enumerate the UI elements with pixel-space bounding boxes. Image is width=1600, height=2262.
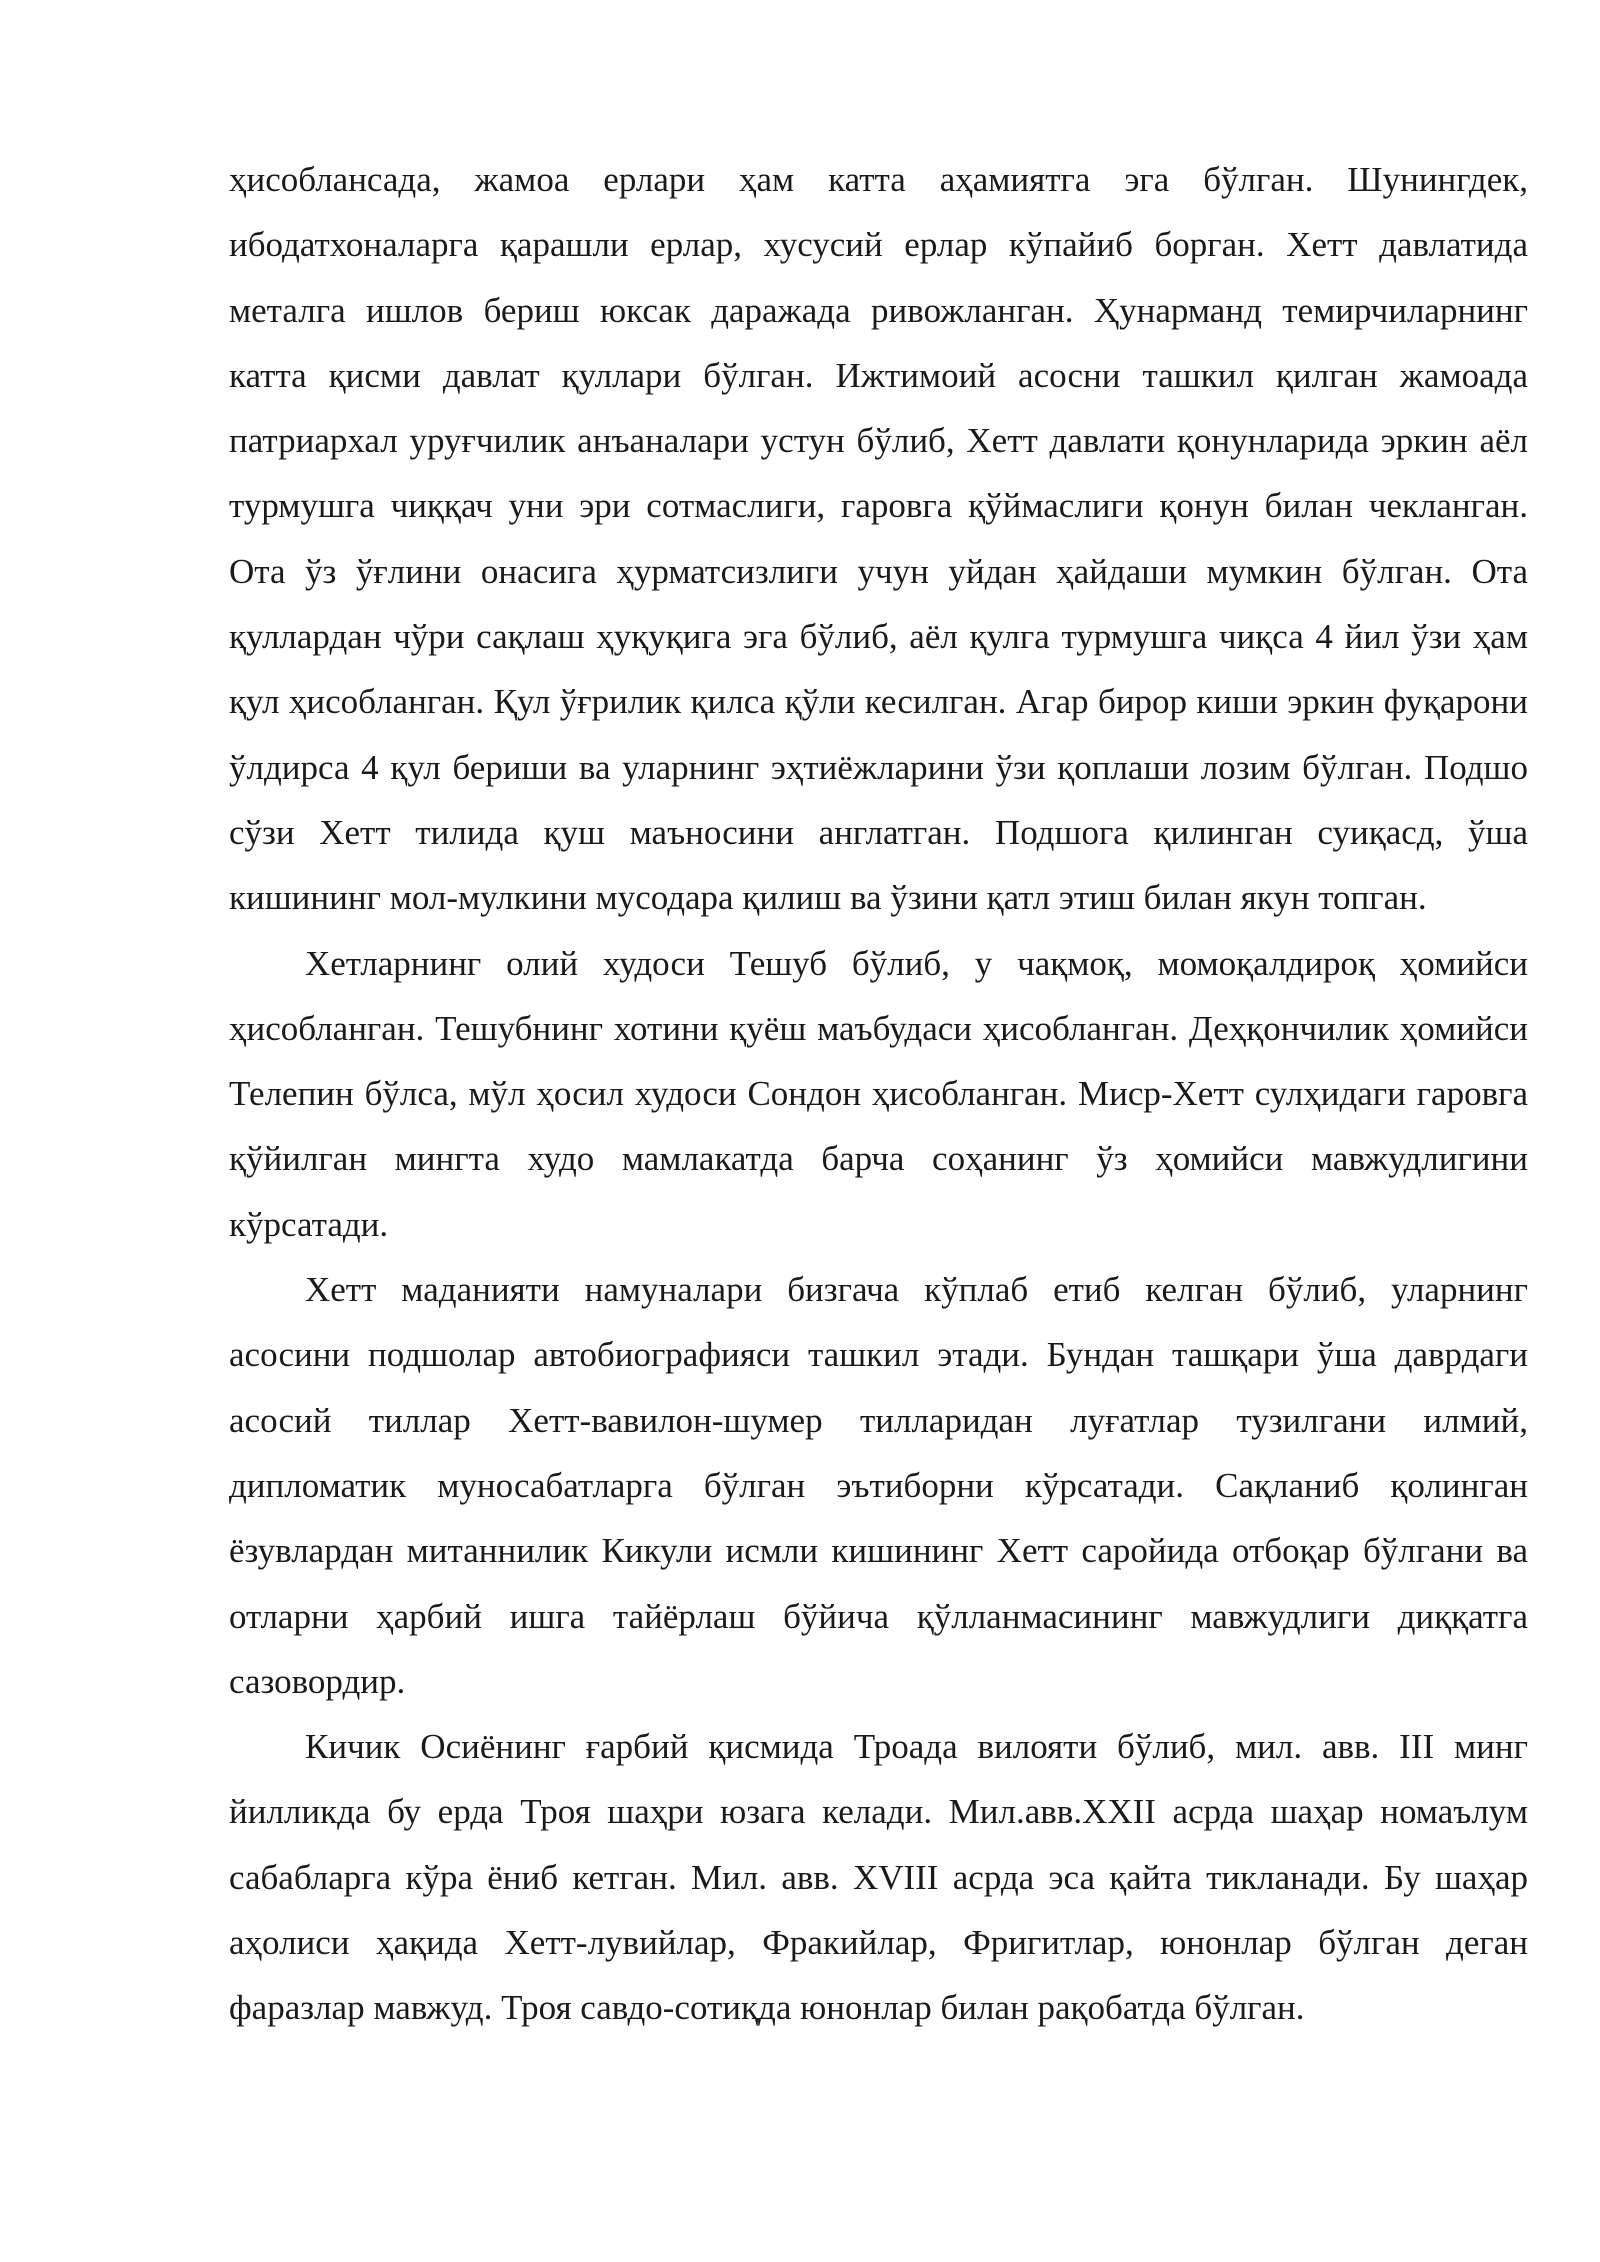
paragraph-1: ҳисоблансада, жамоа ерлари ҳам катта аҳамиятга эга бўлган. Шунингдек, ибодатхоналарга қарашли ерлар, хусусий ерлар кўпайиб борган. Хетт давлатида металга ишлов бериш юксак даражада ривожланган. Ҳунарманд темирчиларнинг катта қисми давлат қуллари бўлган. Ижтимоий асосни ташкил қилган жамоада патриархал уруғчилик анъаналари устун бўлиб, Хетт давлати қонунларида эркин аёл турмушга чиққач уни эри сотмаслиги, гаровга қўймаслиги қонун билан чекланган. Ота ўз ўғлини онасига ҳурматсизлиги учун уйдан ҳайдаши мумкин бўлган. Ота қуллардан чўри сақлаш ҳуқуқига эга бўлиб, аёл қулга турмушга чиқса 4 йил ўзи ҳам қул ҳисобланган. Қул ўғрилик қилса қўли кесилган. Агар бирор киши эркин фуқарони ўлдирса 4 қул бериши ва уларнинг эҳтиёжларини ўзи қоплаши лозим бўлган. Подшо сўзи Хетт тилида қуш маъносини англатган. Подшога қилинган суиқасд, ўша кишининг мол-мулкини мусодара қилиш ва ўзини қатл этиш билан якун топган. — [229, 160, 1528, 918]
paragraph-2: Хетларнинг олий худоси Тешуб бўлиб, у чақмоқ, момоқалдироқ ҳомийси ҳисобланган. Тешубнинг хотини қуёш маъбудаси ҳисобланган. Деҳқончилик ҳомийси Телепин бўлса, мўл ҳосил худоси Сондон ҳисобланган. Миср-Хетт сулҳидаги гаровга қўйилган мингта худо мамлакатда барча соҳанинг ўз ҳомийси мавжудлигини кўрсатади. — [229, 943, 1528, 1244]
document-body — [229, 147, 1528, 2041]
paragraph-3: Хетт маданияти намуналари бизгача кўплаб етиб келган бўлиб, уларнинг асосини подшолар автобиографияси ташкил этади. Бундан ташқари ўша даврдаги асосий тиллар Хетт-вавилон-шумер тилларидан луғатлар тузилгани илмий, дипломатик муносабатларга бўлган эътиборни кўрсатади. Сақланиб қолинган ёзувлардан митаннилик Кикули исмли кишининг Хетт саройида отбоқар бўлгани ва отларни ҳарбий ишга тайёрлаш бўйича қўлланмасининг мавжудлиги диққатга сазовордир. — [229, 1270, 1528, 1701]
paragraph-4: Кичик Осиёнинг ғарбий қисмида Троада вилояти бўлиб, мил. авв. III минг йилликда бу ерда Троя шаҳри юзага келади. Мил.авв.XXII асрда шаҳар номаълум сабабларга кўра ёниб кетган. Мил. авв. XVIII асрда эса қайта тикланади. Бу шаҳар аҳолиси ҳақида Хетт-лувийлар, Фракийлар, Фригитлар, юнонлар бўлган деган фаразлар мавжуд. Троя савдо-сотиқда юнонлар билан рақобатда бўлган. — [229, 1727, 1528, 2028]
